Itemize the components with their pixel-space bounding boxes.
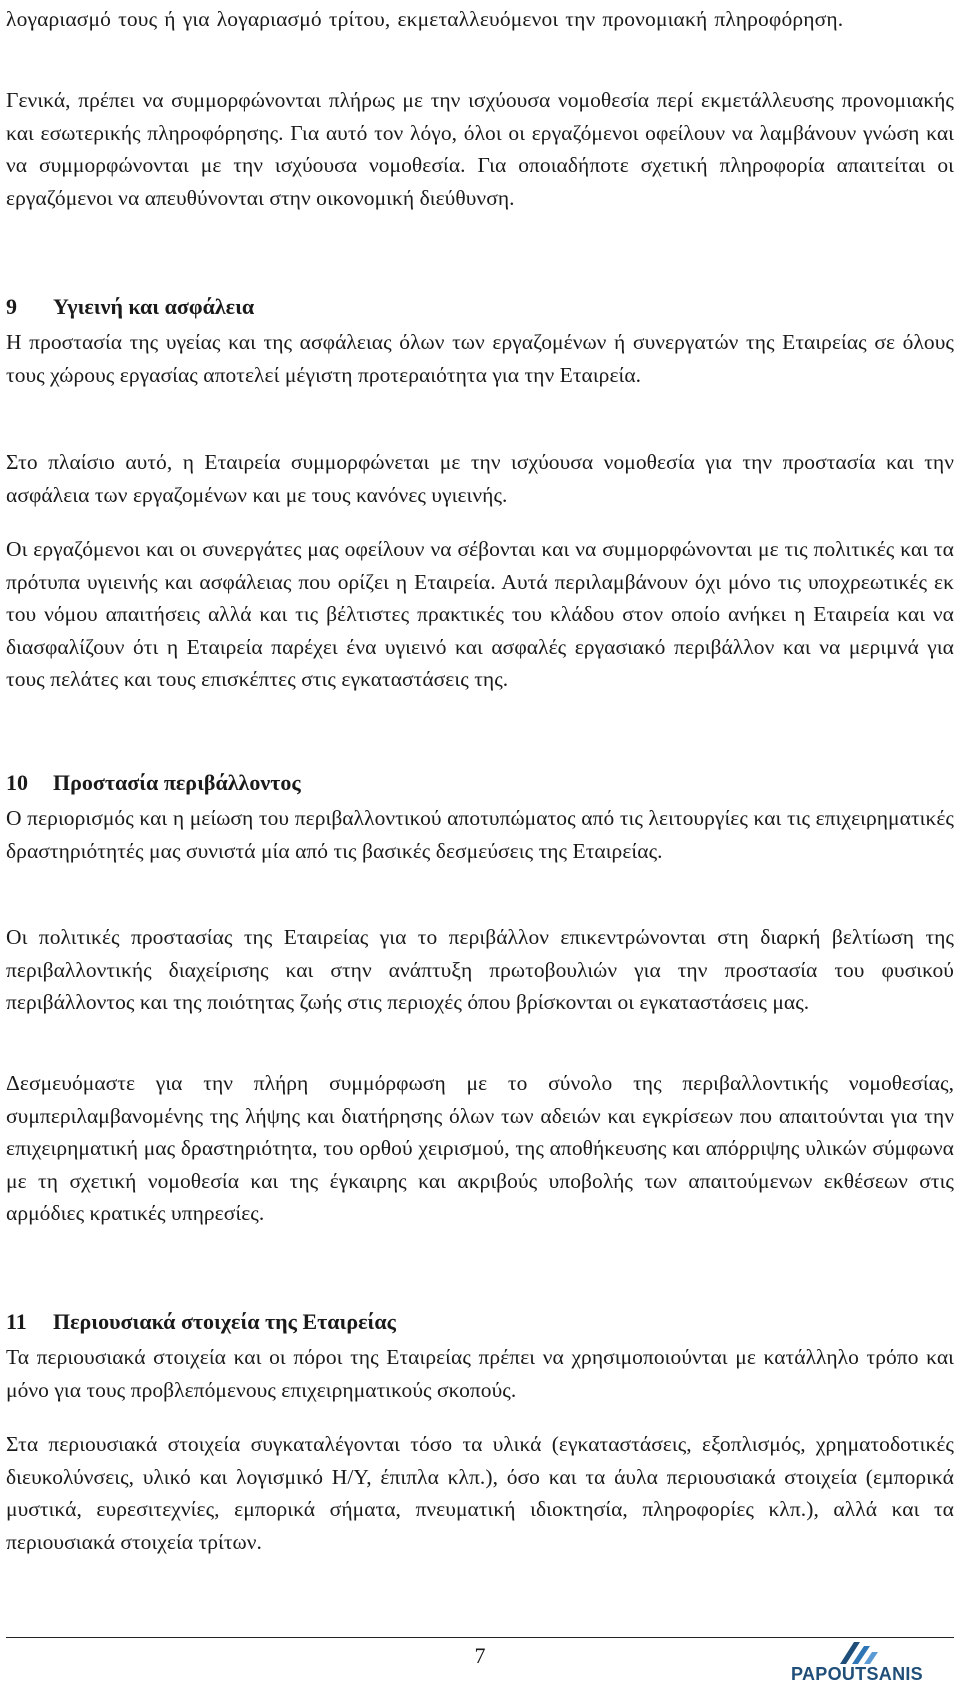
section-title: Υγιεινή και ασφάλεια — [53, 294, 255, 319]
intro-paragraph-1: λογαριασμό τους ή για λογαριασμό τρίτου, εκμεταλλευόμενοι την προνομιακή πληροφόρηση. — [6, 7, 844, 31]
section-9-paragraph-2: Στο πλαίσιο αυτό, η Εταιρεία συμμορφώνεται με την ισχύουσα νομοθεσία για την προστασία και την ασφάλεια των εργαζομένων και με τους κανόνες υγιεινής. — [6, 450, 954, 507]
footer-divider — [6, 1637, 954, 1638]
section-number: 9 — [6, 294, 17, 319]
section-11-paragraph-2: Στα περιουσιακά στοιχεία συγκαταλέγονται τόσο τα υλικά (εγκαταστάσεις, εξοπλισμός, χρηματοδοτικές διευκολύνσεις, υλικό και λογισμικό Η/Υ, έπιπλα κλπ.), όσο και τα άυλα περιουσιακά στοιχεία (εμπορικά μυστικά, ευρεσιτεχνίες, εμπορικά σήματα, πνευματική ιδιοκτησία, πληροφορίες κλπ.), αλλά και τα περιουσιακά στοιχεία τρίτων. — [6, 1432, 954, 1554]
section-10-paragraph-1: Ο περιορισμός και η μείωση του περιβαλλοντικού αποτυπώματος από τις λειτουργίες και τις επιχειρηματικές δραστηριότητές μας συνιστά μία από τις βασικές δεσμεύσεις της Εταιρείας. — [6, 806, 954, 863]
section-9-paragraph-1: Η προστασία της υγείας και της ασφάλειας όλων των εργαζομένων ή συνεργατών της Εταιρείας σε όλους τους χώρους εργασίας αποτελεί μέγιστη προτεραιότητα για την Εταιρεία. — [6, 330, 954, 387]
section-10-heading — [6, 767, 954, 799]
section-title: Περιουσιακά στοιχεία της Εταιρείας — [53, 1309, 396, 1334]
section-11-heading — [6, 1306, 954, 1338]
logo-mark-icon — [834, 1640, 880, 1666]
section-10-paragraph-3: Δεσμευόμαστε για την πλήρη συμμόρφωση με το σύνολο της περιβαλλοντικής νομοθεσίας, συμπεριλαμβανομένης της λήψης και διατήρησης όλων των αδειών και εγκρίσεων που απαιτούνται για την επιχειρηματική μας δραστηριότητα, του ορθού χειρισμού, της αποθήκευσης και απόρριψης υλικών σύμφωνα με τη σχετική νομοθεσία και της έγκαιρης και ακριβούς υποβολής των απαιτούμενων εκθέσεων στις αρμόδιες κρατικές υπηρεσίες. — [6, 1071, 954, 1226]
section-title: Προστασία περιβάλλοντος — [53, 770, 301, 795]
section-9-heading — [6, 291, 954, 323]
section-11-paragraph-1: Τα περιουσιακά στοιχεία και οι πόροι της Εταιρείας πρέπει να χρησιμοποιούνται με κατάλληλο τρόπο και μόνο για τους προβλεπόμενους επιχειρηματικούς σκοπούς. — [6, 1345, 954, 1402]
section-10-paragraph-2: Οι πολιτικές προστασίας της Εταιρείας για το περιβάλλον επικεντρώνονται στη διαρκή βελτίωση της περιβαλλοντικής διαχείρισης και στην ανάπτυξη πρωτοβουλιών για την προστασία του φυσικού περιβάλλοντος και της ποιότητας ζωής στις περιοχές όπου βρίσκονται οι εγκαταστάσεις μας. — [6, 925, 954, 1015]
page-number: 7 — [474, 1643, 486, 1668]
logo-text: PAPOUTSANIS — [791, 1664, 923, 1684]
company-logo — [772, 1640, 942, 1683]
section-number: 10 — [6, 770, 28, 795]
intro-paragraph-2: Γενικά, πρέπει να συμμορφώνονται πλήρως με την ισχύουσα νομοθεσία περί εκμετάλλευσης προνομιακής και εσωτερικής πληροφόρησης. Για αυτό τον λόγο, όλοι οι εργαζόμενοι οφείλουν να λαμβάνουν γνώση και να συμμορφώνονται με την ισχύουσα νομοθεσία. Για οποιαδήποτε σχετική πληροφορία απαιτείται οι εργαζόμενοι να απευθύνονται στην οικονομική διεύθυνση. — [6, 88, 954, 210]
section-number: 11 — [6, 1309, 27, 1334]
section-9-paragraph-3: Οι εργαζόμενοι και οι συνεργάτες μας οφείλουν να σέβονται και να συμμορφώνονται με τις πολιτικές και τα πρότυπα υγιεινής και ασφάλειας που ορίζει η Εταιρεία. Αυτά περιλαμβάνουν όχι μόνο τις υποχρεωτικές εκ του νόμου απαιτήσεις αλλά και τις βέλτιστες πρακτικές του κλάδου στον οποίο ανήκει η Εταιρεία και να διασφαλίζουν ότι η Εταιρεία παρέχει ένα υγιεινό και ασφαλές εργασιακό περιβάλλον και να μεριμνά για τους πελάτες και τους επισκέπτες στις εγκαταστάσεις της. — [6, 537, 954, 692]
